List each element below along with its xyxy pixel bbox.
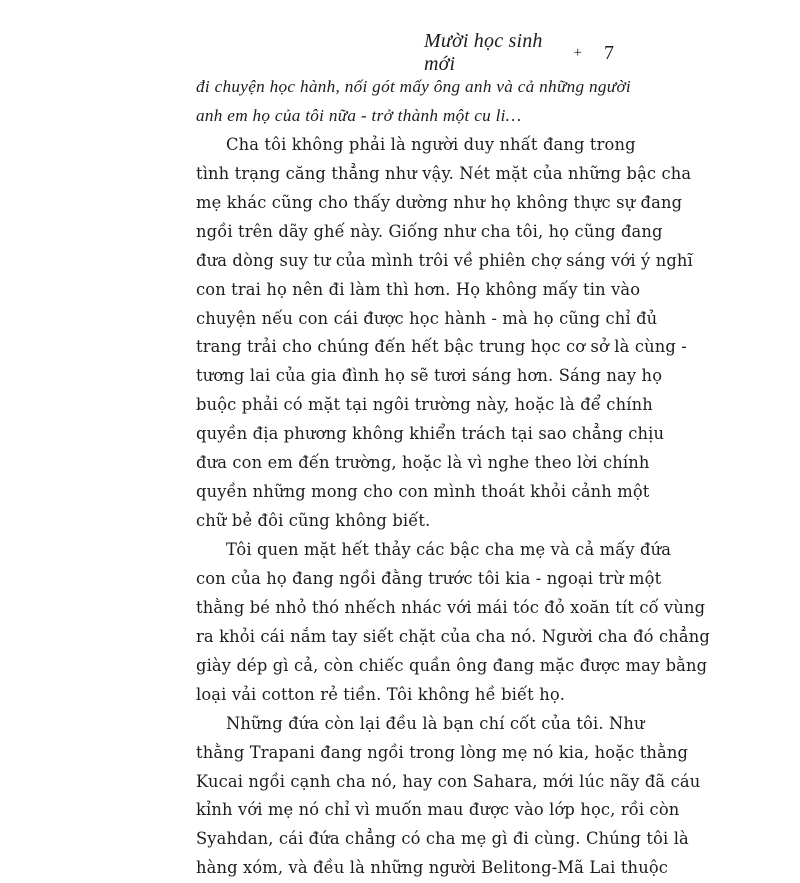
text-line: thằng Trapani đang ngồi trong lòng mẹ nó kia, hoặc thằng	[196, 742, 689, 762]
paragraph-3	[196, 710, 701, 883]
text-line: ngồi trên dãy ghế này. Giống như cha tôi, họ cũng đang	[196, 221, 663, 241]
text-line: Syahdan, cái đứa chẳng có cha mẹ gì đi cùng. Chúng tôi là	[196, 829, 689, 849]
text-line: tương lai của gia đình họ sẽ tươi sáng hơn. Sáng nay họ	[196, 366, 663, 386]
text-line: chữ bẻ đôi cũng không biết.	[196, 511, 431, 531]
text-line: đi chuyện học hành, nối gót mấy ông anh và cả những người	[196, 77, 632, 96]
text-line: đưa dòng suy tư của mình trôi về phiên chợ sáng với ý nghĩ	[196, 250, 693, 270]
paragraph-2	[196, 536, 710, 710]
paragraph-1	[196, 131, 693, 536]
text-line: Những đứa còn lại đều là bạn chí cốt của tôi. Như	[226, 713, 645, 733]
text-line: Cha tôi không phải là người duy nhất đang trong	[226, 134, 636, 154]
ornament-icon: +	[573, 44, 582, 61]
text-line: loại vải cotton rẻ tiền. Tôi không hề biết họ.	[196, 684, 566, 704]
italic-continuation	[196, 73, 632, 131]
text-line: ra khỏi cái nắm tay siết chặt của cha nó. Người cha đó chẳng	[196, 626, 710, 646]
text-line: hàng xóm, và đều là những người Belitong-Mã Lai thuộc	[196, 858, 669, 878]
text-line: trang trải cho chúng đến hết bậc trung học cơ sở là cùng -	[196, 337, 687, 357]
text-line: kỉnh với mẹ nó chỉ vì muốn mau được vào lớp học, rồi còn	[196, 800, 680, 820]
page-number: 7	[604, 41, 614, 64]
text-line: quyền những mong cho con mình thoát khỏi cảnh một	[196, 482, 650, 502]
text-line: mẹ khác cũng cho thấy dường như họ không thực sự đang	[196, 192, 683, 212]
text-line: anh em họ của tôi nữa - trở thành một cu li…	[196, 105, 522, 125]
chapter-title: Mười học sinh mới	[424, 30, 543, 75]
text-line: thằng bé nhỏ thó nhếch nhác với mái tóc đỏ xoăn tít cố vùng	[196, 597, 706, 617]
text-line: tình trạng căng thẳng như vậy. Nét mặt của những bậc cha	[196, 163, 692, 183]
body-text	[196, 73, 710, 883]
text-line: Kucai ngồi cạnh cha nó, hay con Sahara, mới lúc nãy đã cáu	[196, 771, 701, 791]
text-line: con của họ đang ngồi đằng trước tôi kia - ngoại trừ một	[196, 568, 662, 588]
text-line: quyền địa phương không khiển trách tại sao chẳng chịu	[196, 424, 665, 444]
text-line: buộc phải có mặt tại ngôi trường này, hoặc là để chính	[196, 395, 653, 415]
running-header	[424, 30, 614, 75]
text-line: Tôi quen mặt hết thảy các bậc cha mẹ và cả mấy đứa	[226, 540, 672, 559]
text-line: con trai họ nên đi làm thì hơn. Họ không mấy tin vào	[196, 279, 641, 299]
text-line: chuyện nếu con cái được học hành - mà họ cũng chỉ đủ	[196, 308, 658, 328]
text-line: đưa con em đến trường, hoặc là vì nghe theo lời chính	[196, 453, 650, 473]
text-line: giày dép gì cả, còn chiếc quần ông đang mặc được may bằng	[196, 655, 708, 675]
